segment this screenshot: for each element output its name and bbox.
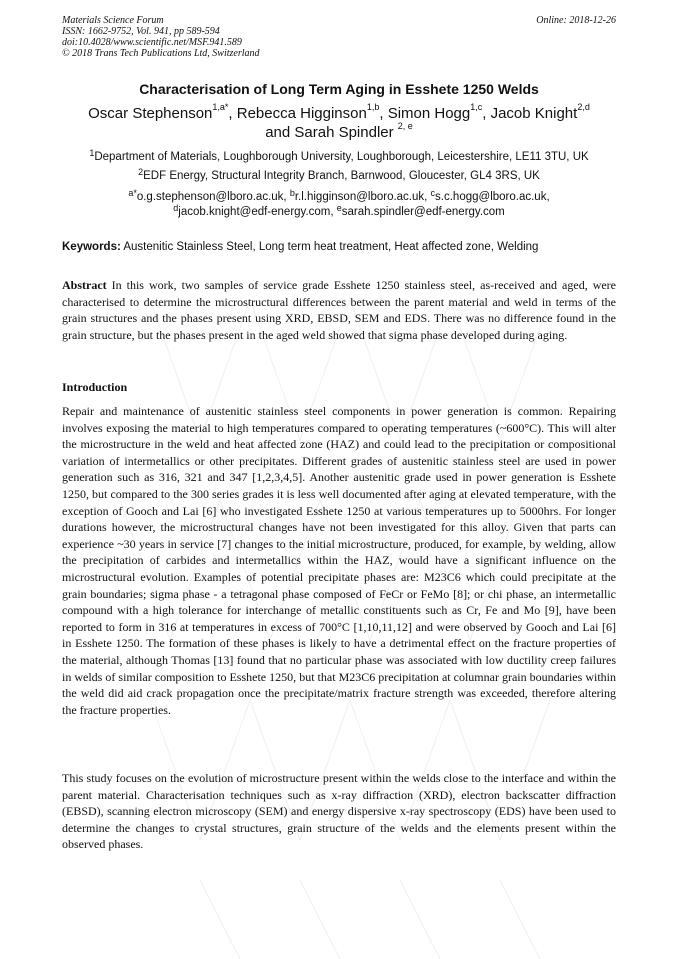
author-name: Jacob Knight	[490, 105, 578, 122]
paper-title: Characterisation of Long Term Aging in Esshete 1250 Welds	[139, 81, 539, 97]
copyright-line: © 2018 Trans Tech Publications Ltd, Switzerland	[62, 48, 260, 59]
keywords-label: Keywords:	[62, 241, 121, 253]
email-link[interactable]: r.l.higginson@lboro.ac.uk,	[294, 191, 428, 203]
email-link[interactable]: o.g.stephenson@lboro.ac.uk,	[136, 191, 287, 203]
and-word: and	[265, 124, 291, 141]
introduction-heading: Introduction	[62, 380, 128, 394]
author-sup: 1,a*	[212, 102, 229, 112]
affiliation-text: EDF Energy, Structural Integrity Branch, Barnwood, Gloucester, GL4 3RS, UK	[143, 170, 540, 182]
email-link[interactable]: sarah.spindler@edf-energy.com	[341, 206, 505, 218]
affiliation-sup: 1	[89, 148, 95, 158]
email-sup: e	[336, 203, 342, 213]
author-name: Sarah Spindler	[294, 124, 394, 141]
email-sup: c	[430, 188, 436, 198]
author-sup: 1,b	[366, 102, 380, 112]
keywords-line	[62, 240, 616, 255]
abstract-label: Abstract	[62, 278, 107, 292]
email-sup: d	[173, 203, 179, 213]
email-sup: a*	[128, 188, 137, 198]
affiliation-2	[62, 169, 616, 183]
email-link[interactable]: jacob.knight@edf-energy.com,	[178, 206, 334, 218]
affiliation-text: Department of Materials, Loughborough University, Loughborough, Leicestershire, LE11 3TU, UK	[94, 151, 589, 163]
author-name: Rebecca Higginson	[236, 105, 367, 122]
author-sup: 2, e	[397, 121, 413, 131]
author-list: Oscar Stephenson$^{1,a*}$, Rebecca Higginson$^{1,b}$, Simon Hogg$^{1,c}$, Jacob Knight$^{2,d}$ and Sarah Spindler $^{2, e}$	[88, 102, 590, 141]
introduction-paragraph-2: This study focuses on the evolution of microstructure present within the welds close to the interface and within the parent material. Characterisation techniques such as x-ray diffraction (XRD), electron backscatter diffraction (EBSD), scanning electron microscopy (SEM) and energy dispersive x-ray spectroscopy (EDS) have been used to determine the changes to crystal structures, grain structure of the welds and the elements present within the observed phases.	[62, 771, 616, 852]
author-name: Simon Hogg	[387, 105, 471, 122]
keywords-text: Austenitic Stainless Steel, Long term heat treatment, Heat affected zone, Welding	[123, 241, 539, 253]
affiliation-sup: 2	[138, 167, 144, 177]
email-link[interactable]: s.c.hogg@lboro.ac.uk,	[435, 191, 550, 203]
issn-line: ISSN: 1662-9752, Vol. 941, pp 589-594	[62, 26, 220, 37]
email-sup: b	[289, 188, 295, 198]
doi-line: doi:10.4028/www.scientific.net/MSF.941.589	[62, 37, 242, 48]
journal-name: Materials Science Forum	[62, 15, 164, 26]
author-sup: 1,c	[470, 102, 483, 112]
abstract-paragraph	[62, 277, 616, 343]
online-date: Online: 2018-12-26	[536, 15, 616, 26]
affiliation-1	[62, 150, 616, 164]
introduction-paragraph-1: Repair and maintenance of austenitic stainless steel components in power generation is common. Repairing involves exposing the material to high temperatures compared to operating temperatures (~600°C). This will alter the microstructure in the weld and heat affected zone (HAZ) and could lead to the precipitation or compositional variation of intermetallics or other precipitates. Different grades of austenitic stainless steel are used in power generation such as 316, 321 and 347 [1,2,3,4,5]. Another austenitic grade used in power generation is Esshete 1250, but compared to the 300 series grades it is less well documented after aging at elevated temperature, with the exception of Gooch and Lai [6] who investigated Esshete 1250 at various temperatures up to 5000hrs. For longer durations however, the microstructural changes have not been investigated for this alloy. Given that parts can experience ~30 years in service [7] changes to the initial microstructure, produced, for example, by welding, allow the precipitation of carbides and intermetallics within the HAZ, would have a significant influence on the microstructural evolution. Examples of potential precipitate phases are: M23C6 which could precipitate at the grain boundaries; sigma phase - a tetragonal phase composed of FeCr or FeMo [8]; or chi phase, an intermetallic compound with a high tolerance for interchange of metallic constituents such as Cr, Fe and Mo [9], have been reported to form in 316 at temperatures in excess of 700°C [1,10,11,12] and were observed by Gooch and Lai [6] in Esshete 1250. The formation of these phases is likely to have a detrimental effect on the fracture properties of the material, although Thomas [13] found that no particular phase was associated with low ductility creep failures in welds of similar composition to Esshete 1250, but that M23C6 precipitation at columnar grain boundaries within the weld did aid crack propagation once the precipitate/matrix fracture strength was exceeded, therefore altering the fracture properties.	[62, 404, 616, 717]
abstract-text: In this work, two samples of service grade Esshete 1250 stainless steel, as-received and aged, were characterised to determine the microstructural differences between the parent material and weld in terms of the grain structures and the phases present using XRD, EBSD, SEM and EDS. There was no difference found in the grain structure, but the phases present in the aged weld showed that sigma phase developed during aging.	[62, 278, 617, 342]
journal-header	[62, 15, 260, 59]
email-list	[62, 190, 616, 220]
author-name: Oscar Stephenson	[88, 105, 213, 122]
author-sup: 2,d	[577, 102, 590, 112]
